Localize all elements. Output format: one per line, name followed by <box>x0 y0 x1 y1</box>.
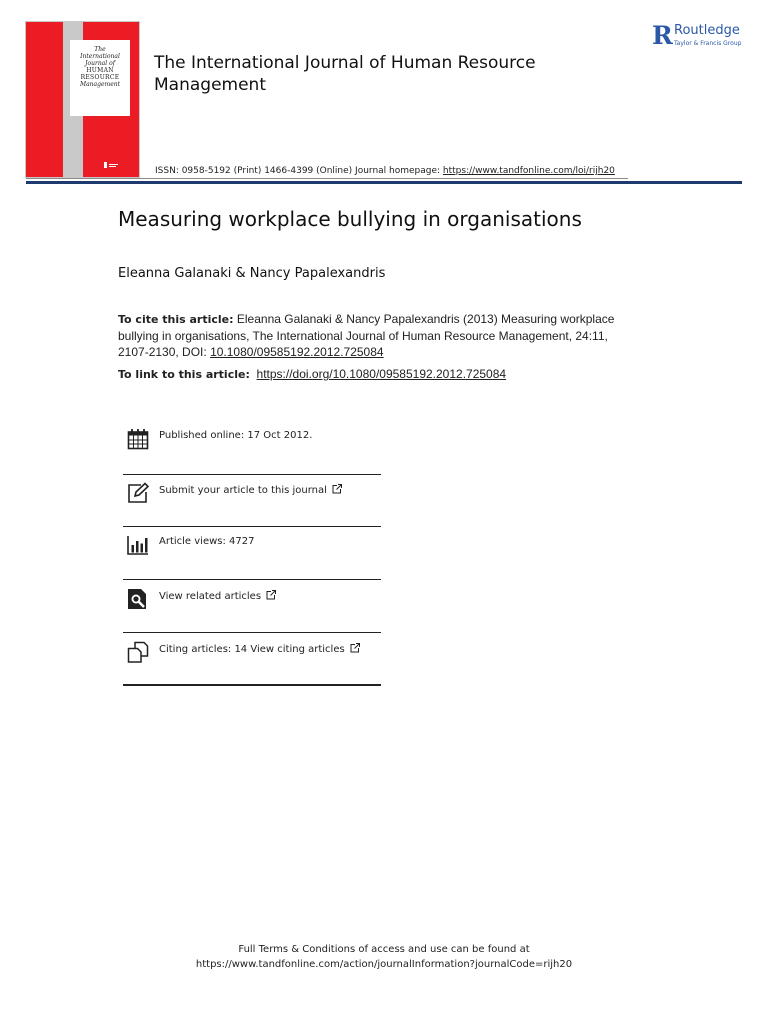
article-authors: Eleanna Galanaki & Nancy Papalexandris <box>118 266 386 281</box>
citing-articles-text: Citing articles: 14 View citing articles <box>159 644 345 655</box>
footer-terms-link[interactable]: https://www.tandfonline.com/action/journalInformation?journalCode=rijh20 <box>195 959 573 970</box>
bar-chart-icon <box>127 534 149 556</box>
article-link-block <box>118 367 506 381</box>
journal-homepage-link[interactable]: https://www.tandfonline.com/loi/rijh20 <box>442 166 615 176</box>
related-articles-row[interactable] <box>123 576 380 628</box>
cover-publisher-mark <box>104 162 118 169</box>
citing-articles-icon <box>127 641 149 663</box>
citation-text: Eleanna Galanaki & Nancy Papalexandris (2013) Measuring workplace bullying in organisations, The International Journal of Human Resource Management, 24:11, 2107-2130, DOI: <box>118 312 615 359</box>
cover-title-label <box>70 40 130 116</box>
citation-block <box>118 311 618 360</box>
journal-title[interactable]: The International Journal of Human Resource Management <box>154 53 536 95</box>
submit-article-row[interactable] <box>123 470 380 522</box>
related-articles-link[interactable] <box>159 590 276 602</box>
footer-terms <box>0 942 768 972</box>
citation-doi-link[interactable]: 10.1080/09585192.2012.725084 <box>210 345 384 359</box>
publisher-logo[interactable] <box>652 22 752 52</box>
footer-line: Full Terms & Conditions of access and use can be found at <box>238 944 530 955</box>
citing-articles-row[interactable] <box>123 629 380 681</box>
header-divider <box>26 178 628 179</box>
publisher-subtitle: Taylor & Francis Group <box>674 40 742 47</box>
citing-articles-link[interactable] <box>159 643 360 655</box>
cover-title-line: RESOURCE <box>80 74 120 81</box>
external-link-icon <box>332 484 342 494</box>
cover-publisher-logo-icon <box>104 162 118 168</box>
citation-label: To cite this article: <box>118 313 234 326</box>
calendar-icon <box>127 428 149 450</box>
publisher-name: Routledge <box>674 23 740 38</box>
article-doi-link[interactable]: https://doi.org/10.1080/09585192.2012.725084 <box>256 367 507 381</box>
article-views-text: Article views: 4727 <box>159 536 255 547</box>
issn-line <box>155 166 615 176</box>
published-online-row <box>123 416 380 468</box>
published-online-text: Published online: 17 Oct 2012. <box>159 430 313 441</box>
edit-icon <box>127 482 149 504</box>
submit-article-text: Submit your article to this journal <box>159 485 327 496</box>
external-link-icon <box>350 643 360 653</box>
search-document-icon <box>127 588 149 610</box>
cover-title-line: International <box>80 53 120 60</box>
related-articles-text: View related articles <box>159 591 262 602</box>
row-divider <box>123 684 381 686</box>
external-link-icon <box>266 590 276 600</box>
cover-title-line: HUMAN <box>86 67 114 74</box>
cover-title-line: The <box>94 46 106 53</box>
journal-cover <box>26 22 139 177</box>
article-views-row <box>123 522 380 574</box>
article-title: Measuring workplace bullying in organisations <box>118 207 582 231</box>
header-accent-bar <box>26 181 742 184</box>
article-link-label: To link to this article: <box>118 368 250 381</box>
submit-article-link[interactable] <box>159 484 342 496</box>
cover-title-line: Journal of <box>85 60 115 67</box>
routledge-logo-icon: R <box>652 21 673 50</box>
cover-title-line: Management <box>79 81 121 88</box>
issn-text: ISSN: 0958-5192 (Print) 1466-4399 (Online) Journal homepage: <box>155 166 443 176</box>
